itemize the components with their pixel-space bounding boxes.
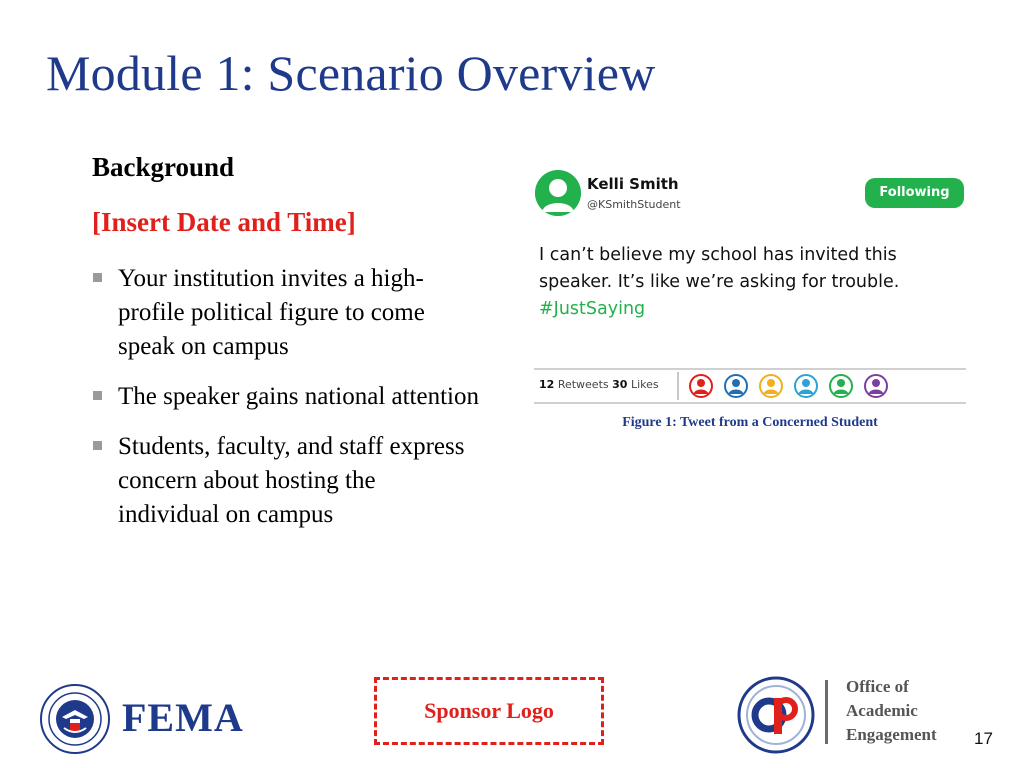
bullet-text: Your institution invites a high-profile political figure to come speak on campus: [118, 265, 425, 360]
tweet-author-handle[interactable]: @KSmithStudent: [587, 198, 681, 211]
retweet-label[interactable]: Retweets: [557, 378, 609, 391]
fema-wordmark: FEMA: [122, 695, 244, 740]
background-heading: Background: [92, 152, 235, 182]
bullet-text: The speaker gains national attention: [118, 383, 479, 410]
hashtag-link[interactable]: #JustSaying: [539, 299, 646, 319]
office-line: Academic: [846, 701, 918, 720]
page-number: 17: [974, 729, 993, 748]
date-time-placeholder: [Insert Date and Time]: [92, 207, 356, 237]
office-divider: [825, 680, 828, 744]
office-line: Engagement: [846, 725, 937, 744]
user-avatar-icon[interactable]: [535, 170, 581, 216]
liker-avatar-icon[interactable]: [829, 374, 853, 398]
campus-resilience-program-logo: [736, 676, 816, 754]
square-bullet-icon: [93, 273, 102, 282]
tweet-card: [534, 170, 966, 402]
like-count: 30: [612, 378, 628, 391]
sponsor-logo-placeholder: Sponsor Logo: [374, 677, 604, 745]
tweet-author-name[interactable]: Kelli Smith: [587, 175, 679, 193]
tweet-stats-bar: [534, 368, 966, 404]
slide-title: Module 1: Scenario Overview: [46, 45, 656, 101]
bullet-item: [92, 380, 482, 414]
figure-caption: Figure 1: Tweet from a Concerned Student: [622, 415, 878, 430]
square-bullet-icon: [93, 441, 102, 450]
liker-avatar-icon[interactable]: [724, 374, 748, 398]
following-button[interactable]: Following: [865, 178, 964, 208]
square-bullet-icon: [93, 391, 102, 400]
liker-avatar-icon[interactable]: [794, 374, 818, 398]
liker-avatar-icon[interactable]: [689, 374, 713, 398]
tweet-stats: [539, 378, 659, 391]
scenario-bullet-list: [92, 262, 482, 548]
dhs-seal-icon: [40, 684, 110, 754]
office-of-academic-engagement: [846, 675, 937, 747]
bullet-item: [92, 262, 482, 364]
tweet-text: [539, 242, 964, 323]
bullet-item: [92, 430, 482, 532]
tweet-body: I can’t believe my school has invited this speaker. It’s like we’re asking for trouble.: [539, 245, 900, 292]
liker-avatar-icon[interactable]: [864, 374, 888, 398]
liker-avatar-icon[interactable]: [759, 374, 783, 398]
office-line: Office of: [846, 677, 909, 696]
bullet-text: Students, faculty, and staff express concern about hosting the individual on campus: [118, 433, 465, 528]
stats-divider: [677, 372, 679, 400]
retweet-count: 12: [539, 378, 555, 391]
like-label[interactable]: Likes: [630, 378, 659, 391]
